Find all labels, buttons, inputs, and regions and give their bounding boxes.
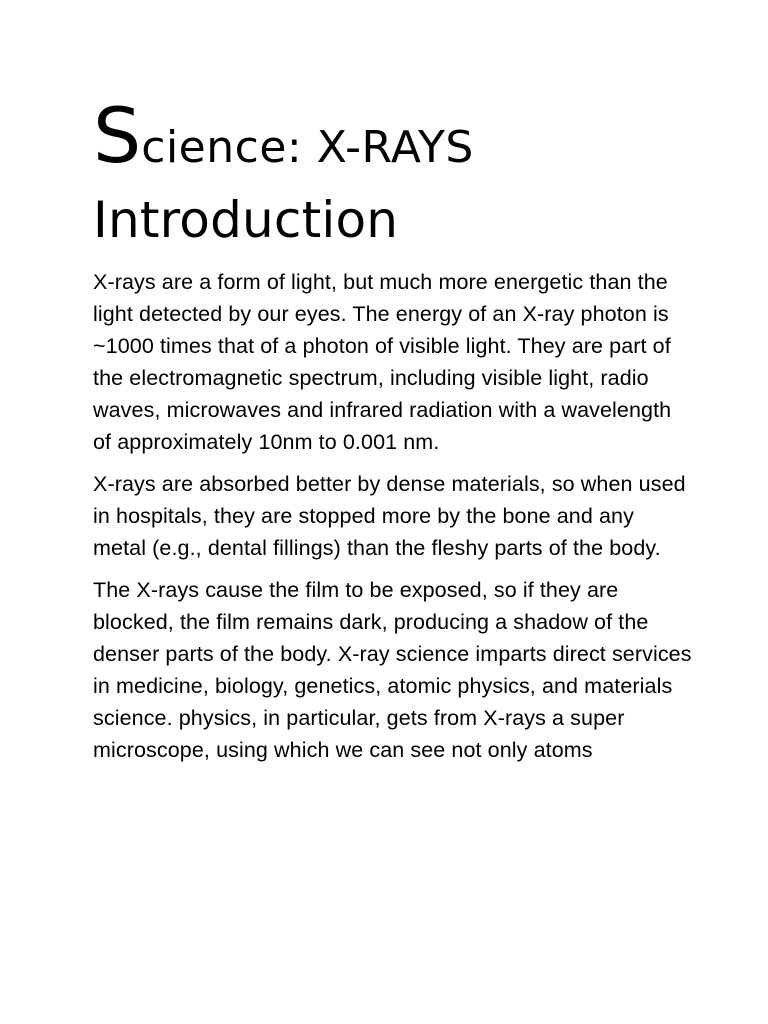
document-page <box>93 91 693 776</box>
paragraph-1: X-rays are a form of light, but much more energetic than the light detected by our eyes. The energy of an X-ray photon is ~1000 times that of a photon of visible light. They are part of the electromagnetic spectrum, including visible light, radio waves, microwaves and infrared radiation with a wavelength of approximately 10nm to 0.001 nm. <box>93 269 672 454</box>
document-body <box>93 266 693 766</box>
paragraph-2: X-rays are absorbed better by dense materials, so when used in hospitals, they are stopped more by the bone and any metal (e.g., dental fillings) than the fleshy parts of the body. <box>93 471 686 560</box>
title-initial: S <box>93 91 142 180</box>
title-rest: cience: X-RAYS <box>141 122 474 173</box>
paragraph-3: The X-rays cause the film to be exposed, so if they are blocked, the film remains dark, producing a shadow of the denser parts of the body. X-ray science imparts direct services in medicine, biology, genetics, atomic physics, and materials science. physics, in particular, gets from X-rays a super microscope, using which we can see not only atoms <box>93 577 692 762</box>
document-title <box>93 91 693 180</box>
section-heading: Introduction <box>93 190 399 249</box>
